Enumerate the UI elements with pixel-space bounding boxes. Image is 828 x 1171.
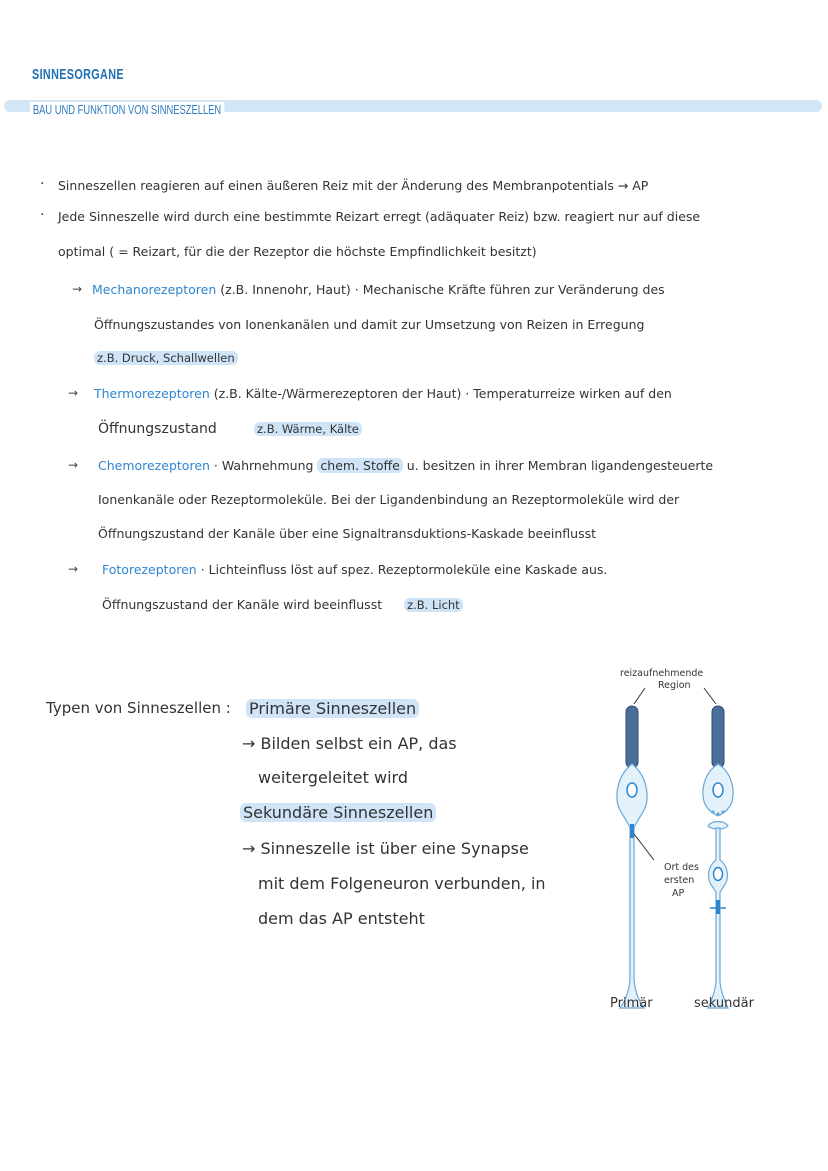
secondary-heading bbox=[240, 803, 436, 822]
mechano-text-2: Öffnungszustandes von Ionenkanälen und damit zur Umsetzung von Reizen in Erregung bbox=[94, 317, 645, 332]
photo-text: · Lichteinfluss löst auf spez. Rezeptormoleküle eine Kaskade aus. bbox=[200, 562, 608, 577]
chemo-text-b: u. besitzen in ihrer Membran ligandengesteuerte bbox=[406, 458, 714, 473]
pointer-line bbox=[634, 834, 654, 860]
chemo-highlight: chem. Stoffe bbox=[317, 458, 402, 473]
thermo-line bbox=[94, 386, 672, 401]
nucleus bbox=[713, 783, 723, 797]
mechano-example bbox=[94, 351, 238, 365]
chemo-text-2: Ionenkanäle oder Rezeptormoleküle. Bei der Ligandenbindung an Rezeptormoleküle wird der bbox=[98, 492, 680, 507]
bullet-text: Jede Sinneszelle wird durch eine bestimmte Reizart erregt (adäquater Reiz) bzw. reagiert nur auf diese bbox=[58, 209, 701, 224]
chemo-name: Chemorezeptoren bbox=[98, 458, 210, 473]
secondary-cell bbox=[703, 706, 733, 1008]
photo-example: z.B. Licht bbox=[404, 598, 463, 612]
chemo-text-a: · Wahrnehmung bbox=[213, 458, 314, 473]
follow-neuron bbox=[708, 828, 728, 1008]
ort-label-3: AP bbox=[672, 888, 685, 899]
receptor-region bbox=[626, 706, 638, 768]
photo-text-2: Öffnungszustand der Kanäle wird beeinflusst bbox=[102, 597, 383, 612]
photo-line-2 bbox=[102, 597, 463, 612]
chemo-text-3: Öffnungszustand der Kanäle über eine Signaltransduktions-Kaskade beeinflusst bbox=[98, 526, 597, 541]
arrow-icon: → bbox=[68, 458, 79, 472]
thermo-paren: (z.B. Kälte-/Wärmerezeptoren der Haut) bbox=[213, 386, 462, 401]
bullet-text: optimal ( = Reizart, für die der Rezeptor die höchste Empfindlichkeit besitzt) bbox=[58, 244, 537, 259]
thermo-example-text: z.B. Wärme, Kälte bbox=[254, 422, 362, 436]
bullet-dot: · bbox=[40, 207, 45, 223]
types-label: Typen von Sinneszellen : bbox=[46, 699, 231, 717]
secondary-desc-2: mit dem Folgeneuron verbunden, in bbox=[258, 874, 546, 893]
nucleus bbox=[627, 783, 637, 797]
primary-desc-2: weitergeleitet wird bbox=[258, 768, 408, 787]
first-ap-marker bbox=[630, 824, 634, 838]
region-label-1: reizaufnehmende bbox=[620, 668, 704, 679]
mechano-text: · Mechanische Kräfte führen zur Veränderung des bbox=[354, 282, 665, 297]
thermo-text-2: Öffnungszustand bbox=[98, 421, 217, 437]
nucleus bbox=[714, 868, 723, 881]
secondary-desc-1: → Sinneszelle ist über eine Synapse bbox=[242, 839, 529, 858]
bullet-text: Sinneszellen reagieren auf einen äußeren Reiz mit der Änderung des Membranpotentials → AP bbox=[58, 178, 649, 193]
thermo-name: Thermorezeptoren bbox=[94, 386, 210, 401]
section-subtitle: BAU UND FUNKTION VON SINNESZELLEN bbox=[30, 102, 224, 117]
cell-body bbox=[617, 764, 647, 1008]
label-secondary: sekundär bbox=[694, 996, 754, 1011]
thermo-example bbox=[254, 422, 362, 436]
photo-line bbox=[102, 562, 607, 577]
bullet-dot: · bbox=[40, 176, 45, 192]
sensory-cell-diagram bbox=[590, 660, 790, 1020]
receptor-region bbox=[712, 706, 724, 768]
primary-heading bbox=[246, 699, 419, 718]
page-title: SINNESORGANE bbox=[32, 66, 124, 83]
arrow-icon: → bbox=[72, 282, 83, 296]
vesicle bbox=[711, 810, 714, 813]
primary-desc-1: → Bilden selbst ein AP, das bbox=[242, 734, 457, 753]
region-label-2: Region bbox=[658, 680, 691, 691]
secondary-heading-text: Sekundäre Sinneszellen bbox=[240, 803, 436, 822]
mechano-line bbox=[92, 282, 665, 297]
label-primary: Primär bbox=[610, 996, 653, 1011]
primary-cell bbox=[617, 706, 647, 1008]
mechano-example-text: z.B. Druck, Schallwellen bbox=[94, 351, 238, 365]
first-ap-marker bbox=[716, 900, 720, 914]
secondary-desc-3: dem das AP entsteht bbox=[258, 909, 425, 928]
pointer-line bbox=[704, 688, 716, 704]
arrow-icon: → bbox=[68, 386, 79, 400]
pointer-line bbox=[634, 688, 645, 704]
mechano-name: Mechanorezeptoren bbox=[92, 282, 217, 297]
photo-name: Fotorezeptoren bbox=[102, 562, 197, 577]
thermo-text: · Temperaturreize wirken auf den bbox=[465, 386, 672, 401]
chemo-line bbox=[98, 458, 713, 473]
vesicle bbox=[716, 812, 719, 815]
ort-label-1: Ort des bbox=[664, 862, 699, 873]
vesicle bbox=[721, 810, 724, 813]
ort-label-2: ersten bbox=[664, 875, 695, 886]
arrow-icon: → bbox=[68, 562, 79, 576]
mechano-paren: (z.B. Innenohr, Haut) bbox=[220, 282, 351, 297]
primary-heading-text: Primäre Sinneszellen bbox=[246, 699, 419, 718]
